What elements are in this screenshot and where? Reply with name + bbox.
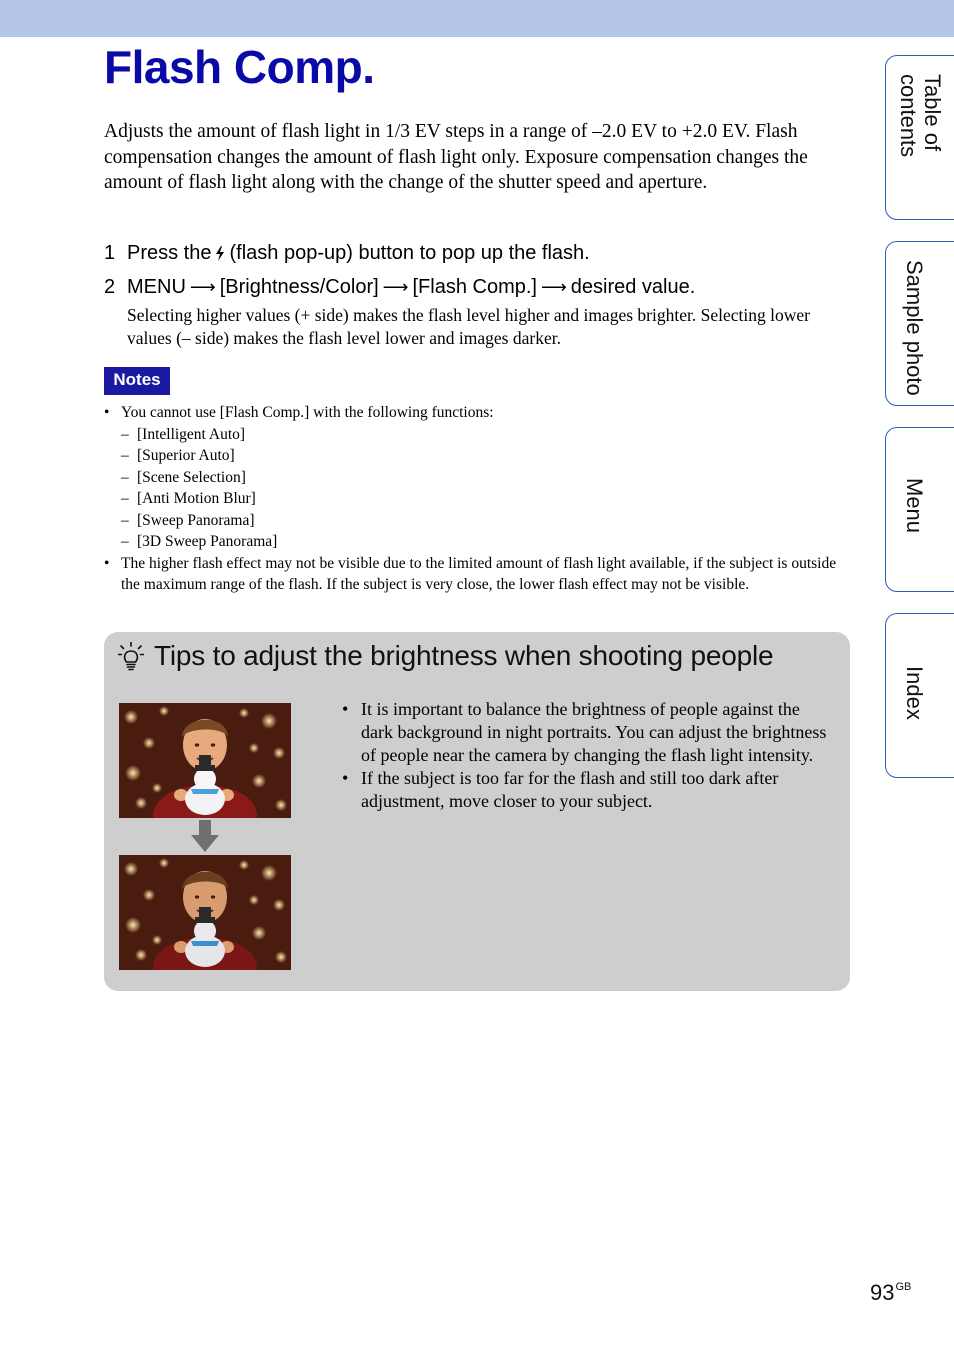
subitem-text: [Scene Selection] [137,468,246,486]
bullet: • [342,699,349,719]
photo-after [119,855,291,970]
step-1-text-before: Press the [127,242,212,264]
tab-table-of-contents[interactable] [885,55,954,220]
tab-menu[interactable] [885,427,954,592]
note-item [104,553,849,596]
step-1-text-after: (flash pop-up) button to pop up the flash. [229,242,590,264]
note-item [104,402,849,553]
page-number-suffix: GB [895,1281,912,1293]
tab-label: Sample photo [902,260,927,396]
subitem-text: [Sweep Panorama] [137,511,255,529]
tip-text: If the subject is too far for the flash and still too dark after adjustment, move closer to your subject. [361,768,779,811]
page-number-value: 93 [870,1280,895,1305]
tip-text: It is important to balance the brightness of people against the dark background in night portraits. You can adjust the brightness of people near the camera by changing the flash light intensity. [361,699,827,765]
top-color-band [0,0,954,37]
menu-path-brightness-color: [Brightness/Color] [219,276,379,298]
page-number [870,1280,911,1306]
arrow-right-icon: ⟶ [189,277,216,297]
flash-icon [215,246,225,263]
arrow-right-icon: ⟶ [540,277,567,297]
note-text: You cannot use [Flash Comp.] with the following functions: [121,404,494,421]
note-subitem: – [3D Sweep Panorama] [121,533,278,550]
note-subitem: – [Scene Selection] [121,468,246,486]
step-2-description: Selecting higher values (+ side) makes the flash level higher and images brighter. Selecting lower values (– side) makes the flash level lower and images darker. [127,305,810,348]
subitem-text: [3D Sweep Panorama] [137,533,278,550]
tip-item [342,767,827,813]
bullet: • [342,768,349,788]
menu-path-desired-value: desired value. [570,276,696,298]
menu-path-flash-comp: [Flash Comp.] [412,276,537,298]
subitem-text: [Superior Auto] [137,447,235,464]
menu-path-menu: MENU [127,276,186,298]
photo-before [119,703,291,818]
note-subitem: – [Intelligent Auto] [121,425,246,443]
arrow-down-icon [191,820,219,857]
page-title: Flash Comp. [104,41,375,93]
arrow-right-icon: ⟶ [382,277,409,297]
tip-item [342,698,827,767]
subitem-text: [Anti Motion Blur] [137,490,256,507]
tab-label: Table of contents [896,74,945,158]
notes-list [104,402,849,596]
lightbulb-icon [118,642,144,677]
bullet: • [104,404,110,421]
intro-paragraph: Adjusts the amount of flash light in 1/3 EV steps in a range of –2.0 EV to +2.0 EV. Flash compensation changes the amount of flash light only. Exposure compensation changes the amount of flash light along with the change of the shutter speed and aperture. [104,121,808,193]
note-subitem: – [Anti Motion Blur] [121,490,256,507]
step-number: 2 [104,276,116,298]
subitem-text: [Intelligent Auto] [137,425,246,443]
notes-label: Notes [104,367,170,395]
tips-list [342,698,827,813]
tab-label: Menu [902,478,927,534]
tab-sample-photo[interactable] [885,241,954,406]
tab-index[interactable] [885,613,954,778]
tips-title: Tips to adjust the brightness when shooting people [154,640,774,671]
step-1 [104,241,590,267]
step-number: 1 [104,242,116,264]
note-subitem: – [Superior Auto] [121,447,235,464]
note-subitem: – [Sweep Panorama] [121,511,255,529]
note-text: The higher flash effect may not be visible due to the limited amount of flash light available, if the subject is outside the maximum range of the flash. If the subject is very close, the lower flash effect may not be visible. [121,554,837,593]
step-2 [104,275,695,299]
tips-box [104,632,850,991]
bullet: • [104,554,110,572]
tab-label: Index [902,666,927,720]
